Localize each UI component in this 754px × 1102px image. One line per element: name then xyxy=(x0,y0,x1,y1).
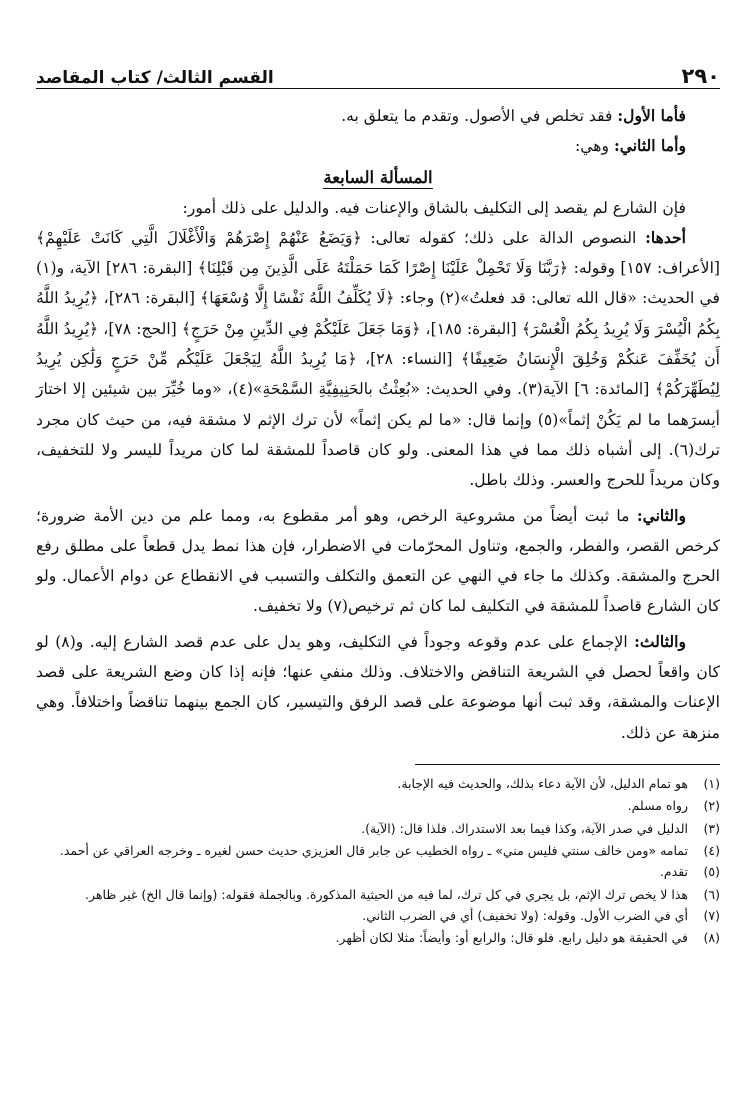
footnote-text: تمامه «ومن خالف سنتي فليس مني» ـ رواه الخطيب عن جابر قال العزيزي حديث حسن لغيره ـ وخرجه العراقي عن أحمد. xyxy=(59,843,688,859)
footnotes xyxy=(36,773,720,950)
point-second xyxy=(36,501,720,622)
footnote-separator xyxy=(415,764,720,765)
opening-paragraph: فإن الشارع لم يقصد إلى التكليف بالشاق والإعنات فيه. والدليل على ذلك أمور: xyxy=(182,198,686,217)
footnote-number: (٨) xyxy=(703,930,720,946)
footnote-number: (٣) xyxy=(703,820,720,836)
footnote-text: أي في الضرب الأول. وقوله: (ولا تخفيف) أي في الضرب الثاني. xyxy=(362,907,688,923)
intro-text-second: وهي: xyxy=(575,137,614,156)
footnote xyxy=(36,840,720,861)
section-title xyxy=(36,162,720,193)
section-title-text: المسألة السابعة xyxy=(323,167,433,187)
point-first-lead: أحدها: xyxy=(645,227,686,247)
footnote-text: تقدم. xyxy=(659,864,688,880)
intro-paragraph-first xyxy=(36,101,720,131)
footnote xyxy=(36,861,720,884)
page-header xyxy=(36,58,720,89)
footnote xyxy=(36,927,720,950)
point-second-text: ما ثبت أيضاً من مشروعية الرخص، وهو أمر مقطوع به، ومما علم من دين الأمة ضرورة؛ كرخص القصر، والفطر، والجمع، وتناول المحرّمات في الاضطرار، فإن هذا نمط يدل قطعاً على مطلق رفع الحرج والمشقة. وكذلك ما جاء في النهي عن التعمق والتكلف والتسبب في الانقطاع عن دوام الأعمال. ولو كان الشارع قاصداً للمشقة في التكليف لما كان ثم ترخيص(٧) ولا تخفيف. xyxy=(36,506,720,616)
footnote-text: الدليل في صدر الآية، وكذا فيما بعد الاستدراك. فلذا قال: (الآية). xyxy=(361,820,688,836)
footnote-text: هذا لا يخص ترك الإثم، بل يجري في كل ترك، لما فيه من الحيثية المذكورة. وبالجملة فقوله: (وإنما قال الخ) غير ظاهر. xyxy=(85,886,688,902)
footnote-text: رواه مسلم. xyxy=(627,798,688,814)
footnote-number: (٤) xyxy=(703,843,720,859)
point-first-text: النصوص الدالة على ذلك؛ كقوله تعالى: ﴿وَيَضَعُ عَنْهُمْ إِصْرَهُمْ وَالْأَغْلَالَ الَّتِي كَانَتْ عَلَيْهِمْ﴾ [الأعراف: ١٥٧] وقوله: ﴿رَبَّنَا وَلَا تَحْمِلْ عَلَيْنَا إِصْرًا كَمَا حَمَلْتَهُ عَلَى الَّذِينَ مِن قَبْلِنَا﴾ [البقرة: ٢٨٦] الآية، و(١) في الحديث: «قال الله تعالى: قد فعلتُ»(٢) وجاء: ﴿لَا يُكَلِّفُ اللَّهُ نَفْسًا إِلَّا وُسْعَهَا﴾ [البقرة: ٢٨٦]، ﴿يُرِيدُ اللَّهُ بِكُمُ الْيُسْرَ وَلَا يُرِيدُ بِكُمُ الْعُسْرَ﴾ [البقرة: ١٨٥]، ﴿وَمَا جَعَلَ عَلَيْكُمْ فِي الدِّينِ مِنْ حَرَجٍ﴾ [الحج: ٧٨]، ﴿يُرِيدُ اللَّهُ أَن يُخَفِّفَ عَنكُمْ وَخُلِقَ الْإِنسَانُ ضَعِيفًا﴾ [النساء: ٢٨]، ﴿مَا يُرِيدُ اللَّهُ لِيَجْعَلَ عَلَيْكُم مِّنْ حَرَجٍ وَلَٰكِن يُرِيدُ لِيُطَهِّرَكُمْ﴾ [المائدة: ٦] الآية(٣). وفي الحديث: «بُعِثْتُ بالحَنِيفِيَّةِ السَّمْحَةِ»(٤)، «وما خُيِّرَ بين شيئين إلا اختارَ أيسرَهما ما لم يَكُنْ إثماً»(٥) وإنما قال: «ما لم يكن إثماً» لأن ترك الإثم لا مشقة فيه، من حيث كان مجرد ترك(٦). إلى أشباه ذلك مما في هذا المعنى. ولو كان قاصداً للمشقة لما كان مريداً لليسر ولا للتخفيف، وكان مريداً للحرج والعسر. وذلك باطل. xyxy=(36,228,721,490)
footnote-number: (٥) xyxy=(703,864,720,880)
footnote-number: (١) xyxy=(703,775,720,791)
footnote-number: (٦) xyxy=(703,886,720,902)
main-text xyxy=(36,101,720,748)
footnote-number: (٧) xyxy=(703,907,720,923)
footnote-text: في الحقيقة هو دليل رابع. فلو قال: والرابع أو: وأيضاً: مثلا لكان أظهر. xyxy=(335,930,688,946)
intro-paragraph-second xyxy=(36,131,720,161)
point-second-lead: والثاني: xyxy=(636,505,686,525)
running-title: القسم الثالث/ كتاب المقاصد xyxy=(36,68,274,88)
book-page xyxy=(36,58,720,950)
footnote xyxy=(36,884,720,905)
point-first xyxy=(36,223,720,496)
intro-text-first: فقد تخلص في الأصول. وتقدم ما يتعلق به. xyxy=(341,107,618,125)
footnote xyxy=(36,773,720,796)
footnote-text: هو تمام الدليل، لأن الآية دعاء بذلك، والحديث فيه الإجابة. xyxy=(397,775,688,791)
point-third-lead: والثالث: xyxy=(634,631,686,651)
intro-lead-second: وأما الثاني: xyxy=(613,136,686,156)
point-third xyxy=(36,627,720,748)
footnote xyxy=(36,818,720,841)
page-number: ٢٩٠ xyxy=(681,64,720,88)
footnote xyxy=(36,905,720,928)
intro-lead-first: فأما الأول: xyxy=(617,106,686,125)
footnote-number: (٢) xyxy=(703,798,720,814)
footnote xyxy=(36,795,720,818)
point-third-text: الإجماع على عدم وقوعه وجوداً في التكليف، وهو يدل على عدم قصد الشارع إليه. و(٨) لو كان واقعاً لحصل في الشريعة التناقض والاختلاف. وذلك منفي عنها؛ فإنه إذا كان وضع الشريعة على قصد الإعنات والمشقة، وقد ثبت أنها موضوعة على قصد الرفق والتيسير، كان الجمع بينهما تناقضاً واختلافاً. وهي منزهة عن ذلك. xyxy=(36,632,720,742)
